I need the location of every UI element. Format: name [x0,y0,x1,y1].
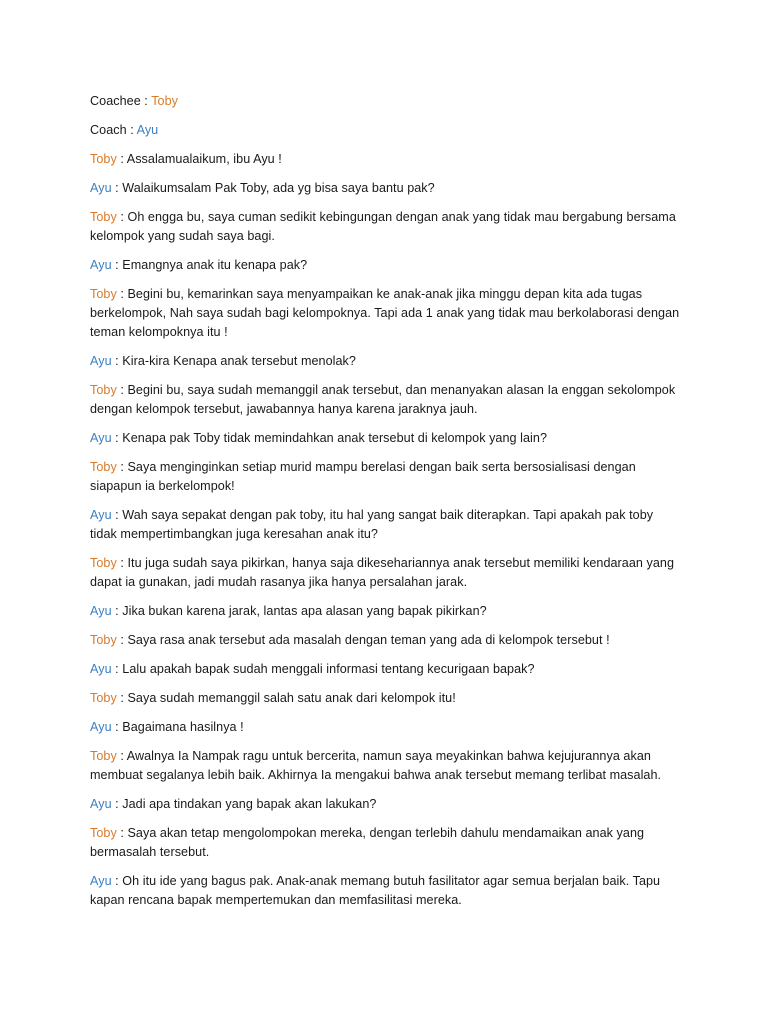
speaker-name: Ayu [90,181,112,195]
dialogue-line [90,506,680,544]
utterance: Wah saya sepakat dengan pak toby, itu hal yang sangat baik diterapkan. Tapi apakah pak toby tidak mempertimbangkan juga keresahan anak itu? [90,508,654,541]
speaker-name: Ayu [90,720,112,734]
dialogue-line [90,631,680,650]
utterance: Jika bukan karena jarak, lantas apa alasan yang bapak pikirkan? [122,604,487,618]
utterance: Oh engga bu, saya cuman sedikit kebingungan dengan anak yang tidak mau bergabung bersama kelompok yang sudah saya bagi. [90,210,676,243]
speaker-name: Ayu [90,258,112,272]
utterance: Itu juga sudah saya pikirkan, hanya saja dikesehariannya anak tersebut memiliki kendaraan yang dapat ia gunakan, jadi mudah rasanya jika hanya persalahan jarak. [90,556,675,589]
separator: : [111,508,123,522]
utterance: Begini bu, kemarinkan saya menyampaikan ke anak-anak jika minggu depan kita ada tugas berkelompok, Nah saya sudah bagi kelompoknya. Tapi ada 1 anak yang tidak mau berkolaborasi dengan teman kelompoknya itu ! [90,287,680,339]
speaker-name: Ayu [90,797,112,811]
speaker-name: Ayu [90,604,112,618]
dialogue-line [90,554,680,592]
dialogue-line [90,179,680,198]
speaker-name: Toby [90,383,117,397]
coachee-name: Toby [151,94,178,108]
separator: : [111,874,123,888]
separator: : [116,210,128,224]
dialogue-line [90,660,680,679]
speaker-name: Toby [90,749,117,763]
separator: : [116,749,127,763]
separator: : [111,720,123,734]
utterance: Kira-kira Kenapa anak tersebut menolak? [122,354,356,368]
speaker-name: Toby [90,556,117,570]
utterance: Saya menginginkan setiap murid mampu berelasi dengan baik serta bersosialisasi dengan siapapun ia berkelompok! [90,460,636,493]
utterance: Jadi apa tindakan yang bapak akan lakukan? [122,797,377,811]
separator: : [116,383,128,397]
separator: : [116,556,128,570]
separator: : [116,152,127,166]
utterance: Assalamualaikum, ibu Ayu ! [126,152,282,166]
dialogue-line [90,150,680,169]
dialogue-line [90,718,680,737]
coachee-line [90,92,680,111]
coach-name: Ayu [136,123,159,137]
dialogue-line [90,872,680,910]
separator: : [116,287,128,301]
speaker-name: Toby [90,633,117,647]
speaker-name: Toby [90,691,117,705]
speaker-name: Toby [90,152,117,166]
dialogue-line [90,381,680,419]
utterance: Lalu apakah bapak sudah menggali informasi tentang kecurigaan bapak? [122,662,535,676]
utterance: Saya rasa anak tersebut ada masalah dengan teman yang ada di kelompok tersebut ! [127,633,610,647]
utterance: Saya sudah memanggil salah satu anak dari kelompok itu! [127,691,456,705]
separator: : [116,826,128,840]
speaker-name: Ayu [90,354,112,368]
speaker-name: Toby [90,460,117,474]
separator: : [116,460,128,474]
utterance: Kenapa pak Toby tidak memindahkan anak tersebut di kelompok yang lain? [122,431,548,445]
dialogue-line [90,352,680,371]
speaker-name: Ayu [90,874,112,888]
dialogue-line [90,285,680,342]
speaker-name: Ayu [90,662,112,676]
utterance: Walaikumsalam Pak Toby, ada yg bisa saya bantu pak? [122,181,435,195]
speaker-name: Toby [90,826,117,840]
separator: : [116,691,128,705]
separator: : [111,258,123,272]
utterance: Saya akan tetap mengolompokan mereka, dengan terlebih dahulu mendamaikan anak yang bermasalah tersebut. [90,826,645,859]
separator: : [111,604,123,618]
separator: : [116,633,128,647]
separator: : [111,181,123,195]
dialogue-line [90,824,680,862]
separator: : [111,354,123,368]
dialogue-line [90,689,680,708]
speaker-name: Toby [90,210,117,224]
utterance: Bagaimana hasilnya ! [122,720,244,734]
dialogue-line [90,458,680,496]
utterance: Oh itu ide yang bagus pak. Anak-anak memang butuh fasilitator agar semua berjalan baik. Tapu kapan rencana bapak mempertemukan dan memfasilitasi mereka. [90,874,661,907]
dialogue-line [90,429,680,448]
dialogue-line [90,747,680,785]
speaker-name: Toby [90,287,117,301]
dialogue-line [90,602,680,621]
coachee-label: Coachee : [90,94,152,108]
separator: : [111,431,123,445]
dialogue-line [90,208,680,246]
speaker-name: Ayu [90,508,112,522]
separator: : [111,662,123,676]
document-page [90,92,680,920]
speaker-name: Ayu [90,431,112,445]
dialogue-line [90,795,680,814]
utterance: Emangnya anak itu kenapa pak? [122,258,308,272]
utterance: Begini bu, saya sudah memanggil anak tersebut, dan menanyakan alasan Ia enggan sekolompok dengan kelompok tersebut, jawabannya hanya karena jaraknya jauh. [90,383,676,416]
coach-label: Coach : [90,123,137,137]
dialogue-line [90,256,680,275]
coach-line [90,121,680,140]
separator: : [111,797,123,811]
utterance: Awalnya Ia Nampak ragu untuk bercerita, namun saya meyakinkan bahwa kejujurannya akan membuat segalanya lebih baik. Akhirnya Ia mengakui bahwa anak tersebut memang terlibat masalah. [90,749,662,782]
